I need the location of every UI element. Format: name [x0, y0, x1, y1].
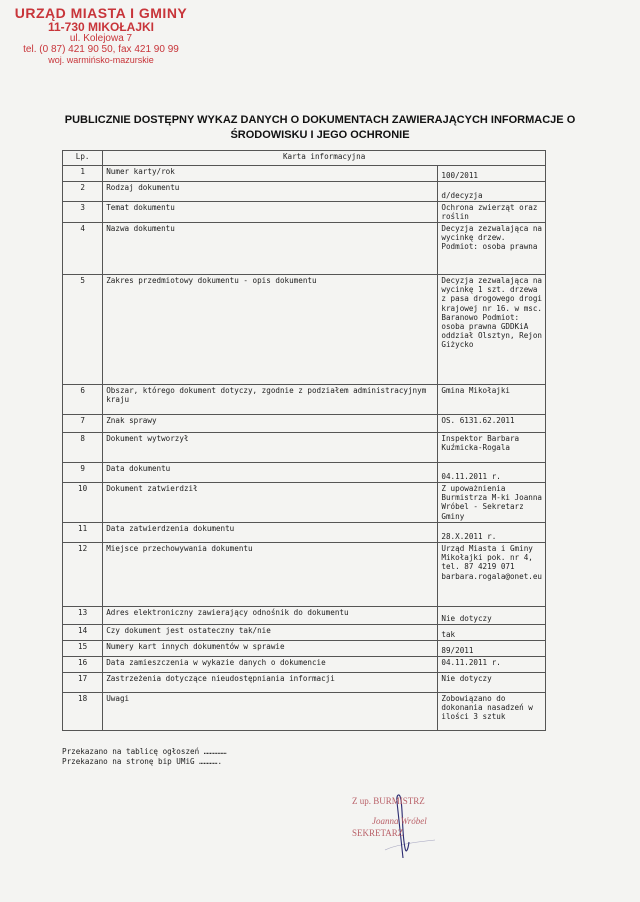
row-label: Czy dokument jest ostateczny tak/nie [103, 625, 438, 641]
row-label: Numery kart innych dokumentów w sprawie [103, 641, 438, 657]
table-row [63, 415, 546, 433]
row-number: 9 [63, 463, 103, 483]
row-value: Z upoważnienia Burmistrza M-ki Joanna Wróbel - Sekretarz Gminy [438, 483, 546, 523]
row-number: 10 [63, 483, 103, 523]
row-value: Nie dotyczy [438, 673, 546, 693]
row-number: 11 [63, 523, 103, 543]
stamp-postal-code: 11-730 MIKOŁAJKI [47, 20, 155, 35]
row-label: Data zamieszczenia w wykazie danych o dokumencie [103, 657, 438, 673]
table-row [63, 641, 546, 657]
table-row [63, 202, 546, 223]
row-number: 5 [63, 275, 103, 385]
row-label: Zastrzeżenia dotyczące nieudostępniania informacji [103, 673, 438, 693]
row-label: Adres elektroniczny zawierający odnośnik do dokumentu [103, 607, 438, 625]
row-number: 17 [63, 673, 103, 693]
row-label: Uwagi [103, 693, 438, 731]
row-number: 1 [63, 166, 103, 182]
row-value: Zobowiązano do dokonania nasadzeń w ilości 3 sztuk [438, 693, 546, 731]
row-label: Obszar, którego dokument dotyczy, zgodnie z podziałem administracyjnym kraju [103, 385, 438, 415]
table-row [63, 625, 546, 641]
row-number: 12 [63, 543, 103, 607]
row-value: Urząd Miasta i Gminy Mikołajki pok. nr 4, tel. 87 4219 071 barbara.rogala@onet.eu [438, 543, 546, 607]
row-value: Gmina Mikołajki [438, 385, 546, 415]
row-number: 14 [63, 625, 103, 641]
row-value: d/decyzja [438, 182, 546, 202]
header-lp: Lp. [63, 151, 103, 166]
row-number: 16 [63, 657, 103, 673]
table-row [63, 275, 546, 385]
table-row [63, 182, 546, 202]
table-row [63, 483, 546, 523]
row-number: 15 [63, 641, 103, 657]
stamp-voivodeship: woj. warmińsko-mazurskie [48, 54, 154, 65]
row-value: 04.11.2011 r. [438, 657, 546, 673]
information-card-table [62, 150, 546, 731]
row-value: Nie dotyczy [438, 607, 546, 625]
row-value: Decyzja zezwalająca na wycinkę 1 szt. drzewa z pasa drogowego drogi krajowej nr 16. w msc. Baranowo Podmiot: osoba prawna GDDKiA oddział Olsztyn, Rejon Giżycko [438, 275, 546, 385]
table-row [63, 463, 546, 483]
signature-stamp-line1: Z up. BURMISTRZ [352, 796, 425, 806]
row-label: Data zatwierdzenia dokumentu [103, 523, 438, 543]
row-value: Decyzja zezwalająca na wycinkę drzew. Podmiot: osoba prawna [438, 223, 546, 275]
row-number: 8 [63, 433, 103, 463]
row-value: 28.X.2011 r. [438, 523, 546, 543]
footer-notes [62, 747, 227, 767]
row-label: Zakres przedmiotowy dokumentu - opis dokumentu [103, 275, 438, 385]
row-value: Inspektor Barbara Kuźmicka-Rogala [438, 433, 546, 463]
row-value: tak [438, 625, 546, 641]
table-row [63, 607, 546, 625]
row-value: 04.11.2011 r. [438, 463, 546, 483]
row-number: 6 [63, 385, 103, 415]
footer-notice-board: Przekazano na tablicę ogłoszeń …………… [62, 747, 227, 756]
stamp-office-name: URZĄD MIASTA I GMINY [14, 5, 188, 21]
row-label: Znak sprawy [103, 415, 438, 433]
stamp-phone: tel. (0 87) 421 90 50, fax 421 90 99 [23, 43, 179, 55]
table-row [63, 385, 546, 415]
row-number: 4 [63, 223, 103, 275]
table-row [63, 223, 546, 275]
row-value: 89/2011 [438, 641, 546, 657]
row-label: Dokument zatwierdził [103, 483, 438, 523]
row-label: Data dokumentu [103, 463, 438, 483]
signature-stamp-line2: Joanna Wróbel [372, 816, 427, 826]
row-label: Miejsce przechowywania dokumentu [103, 543, 438, 607]
row-value: OS. 6131.62.2011 [438, 415, 546, 433]
signature-stamp-line3: SEKRETARZ [352, 828, 404, 838]
row-label: Temat dokumentu [103, 202, 438, 223]
office-stamp [6, 6, 196, 65]
row-label: Numer karty/rok [103, 166, 438, 182]
row-number: 2 [63, 182, 103, 202]
table-header-row [63, 151, 546, 166]
row-value: 100/2011 [438, 166, 546, 182]
row-value: Ochrona zwierząt oraz roślin [438, 202, 546, 223]
footer-bip: Przekazano na stronę bip UMiG …………. [62, 756, 223, 766]
table-row [63, 657, 546, 673]
document-title: PUBLICZNIE DOSTĘPNY WYKAZ DANYCH O DOKUMENTACH ZAWIERAJĄCYCH INFORMACJE O ŚRODOWISKU I JEGO OCHRONIE [64, 114, 576, 141]
row-label: Dokument wytworzył [103, 433, 438, 463]
table-row [63, 166, 546, 182]
row-label: Nazwa dokumentu [103, 223, 438, 275]
header-card: Karta informacyjna [103, 151, 546, 166]
row-number: 13 [63, 607, 103, 625]
table-row [63, 693, 546, 731]
row-number: 18 [63, 693, 103, 731]
row-label: Rodzaj dokumentu [103, 182, 438, 202]
table-row [63, 433, 546, 463]
row-number: 7 [63, 415, 103, 433]
stamp-street: ul. Kolejowa 7 [69, 33, 133, 45]
table-body [63, 166, 546, 731]
table-row [63, 523, 546, 543]
table-row [63, 673, 546, 693]
row-number: 3 [63, 202, 103, 223]
table-row [63, 543, 546, 607]
